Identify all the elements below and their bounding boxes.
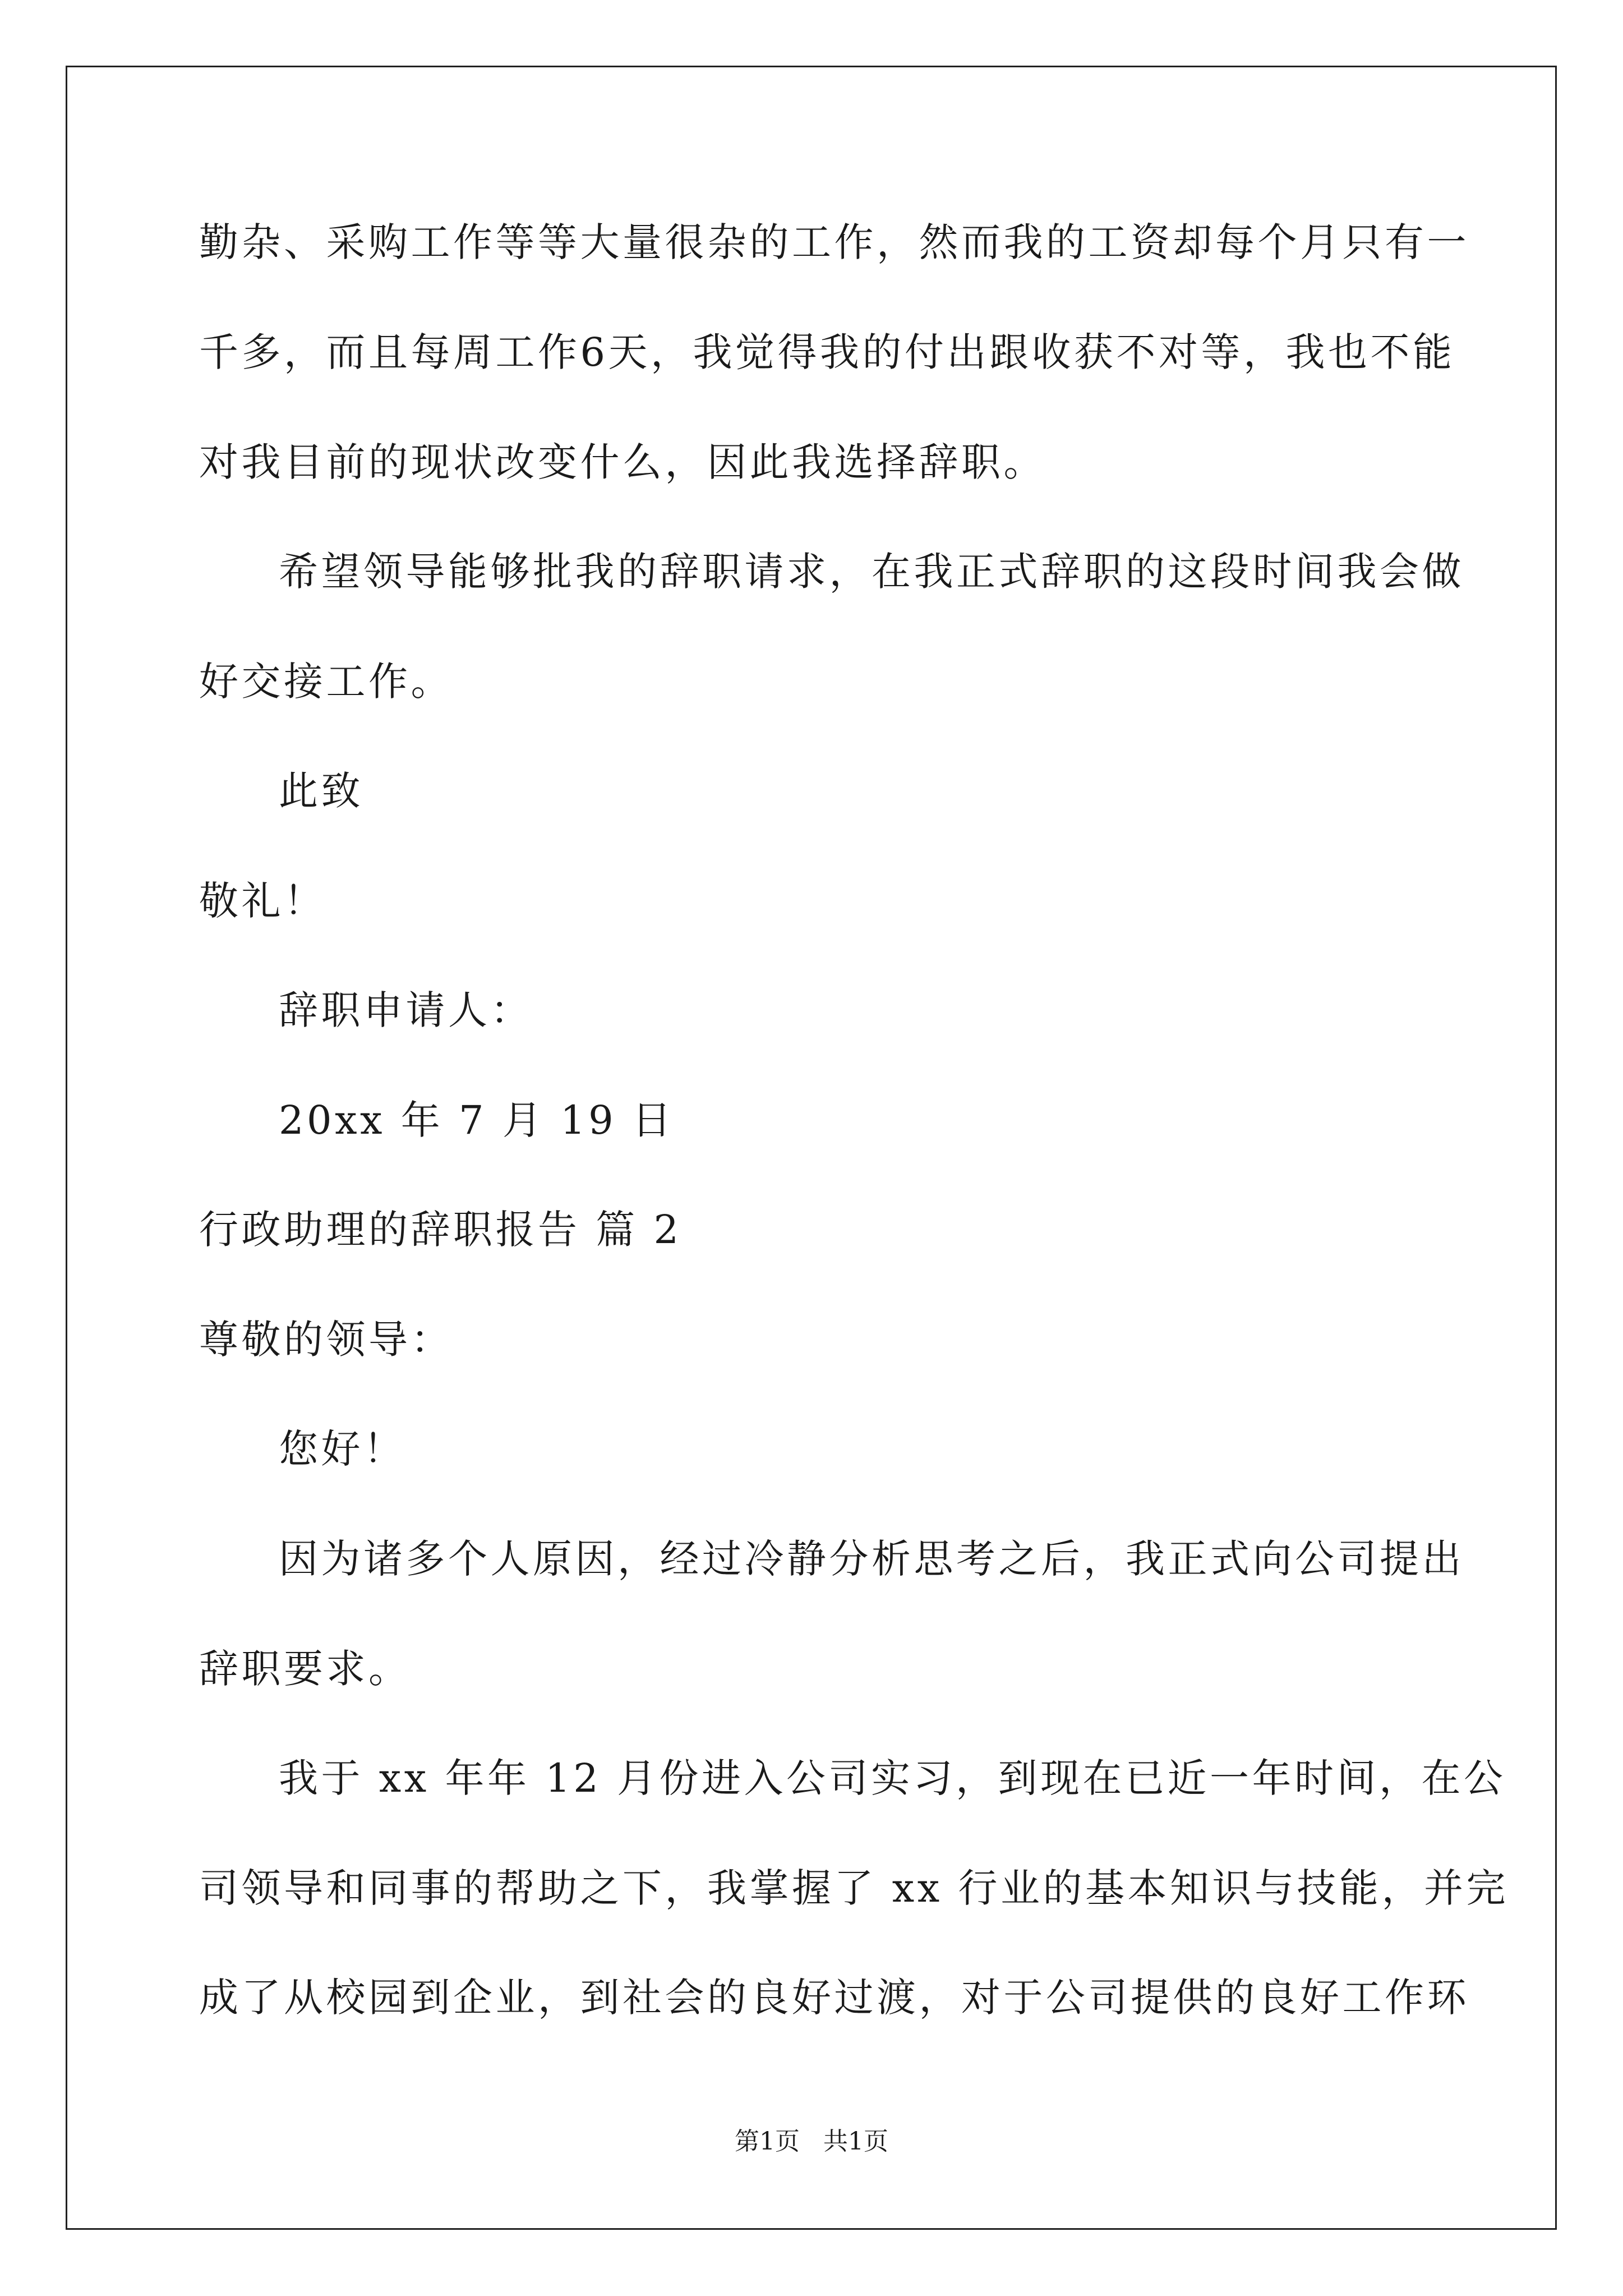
signature-label: 辞职申请人： xyxy=(279,987,533,1033)
greeting-line: 您好！ xyxy=(279,1426,406,1472)
body-line: 勤杂、采购工作等等大量很杂的工作，然而我的工资却每个月只有一 xyxy=(199,219,1469,265)
letter-salutation: 尊敬的领导： xyxy=(199,1317,453,1363)
paragraph-start-line: 希望领导能够批我的辞职请求，在我正式辞职的这段时间我会做 xyxy=(279,549,1464,595)
paragraph-start-line: 因为诸多个人原因，经过冷静分析思考之后，我正式向公司提出 xyxy=(279,1536,1464,1582)
page-number-footer: 第1页 共1页 xyxy=(735,2127,888,2156)
closing-greeting: 敬礼！ xyxy=(199,878,326,924)
body-line: 对我目前的现状改变什么，因此我选择辞职。 xyxy=(199,439,1046,485)
body-line: 司领导和同事的帮助之下，我掌握了 xx 行业的基本知识与技能，并完 xyxy=(199,1865,1509,1911)
body-line: 辞职要求。 xyxy=(199,1646,411,1692)
paragraph-start-line: 我于 xx 年年 12 月份进入公司实习，到现在已近一年时间，在公 xyxy=(279,1755,1506,1801)
body-line: 好交接工作。 xyxy=(199,659,453,705)
section-heading: 行政助理的辞职报告 篇 2 xyxy=(199,1207,682,1253)
body-line: 成了从校园到企业，到社会的良好过渡，对于公司提供的良好工作环 xyxy=(199,1975,1469,2021)
date-line: 20xx 年 7 月 19 日 xyxy=(279,1097,675,1143)
body-line: 千多，而且每周工作6天，我觉得我的付出跟收获不对等，我也不能 xyxy=(199,329,1455,375)
closing-salutation: 此致 xyxy=(279,768,363,814)
